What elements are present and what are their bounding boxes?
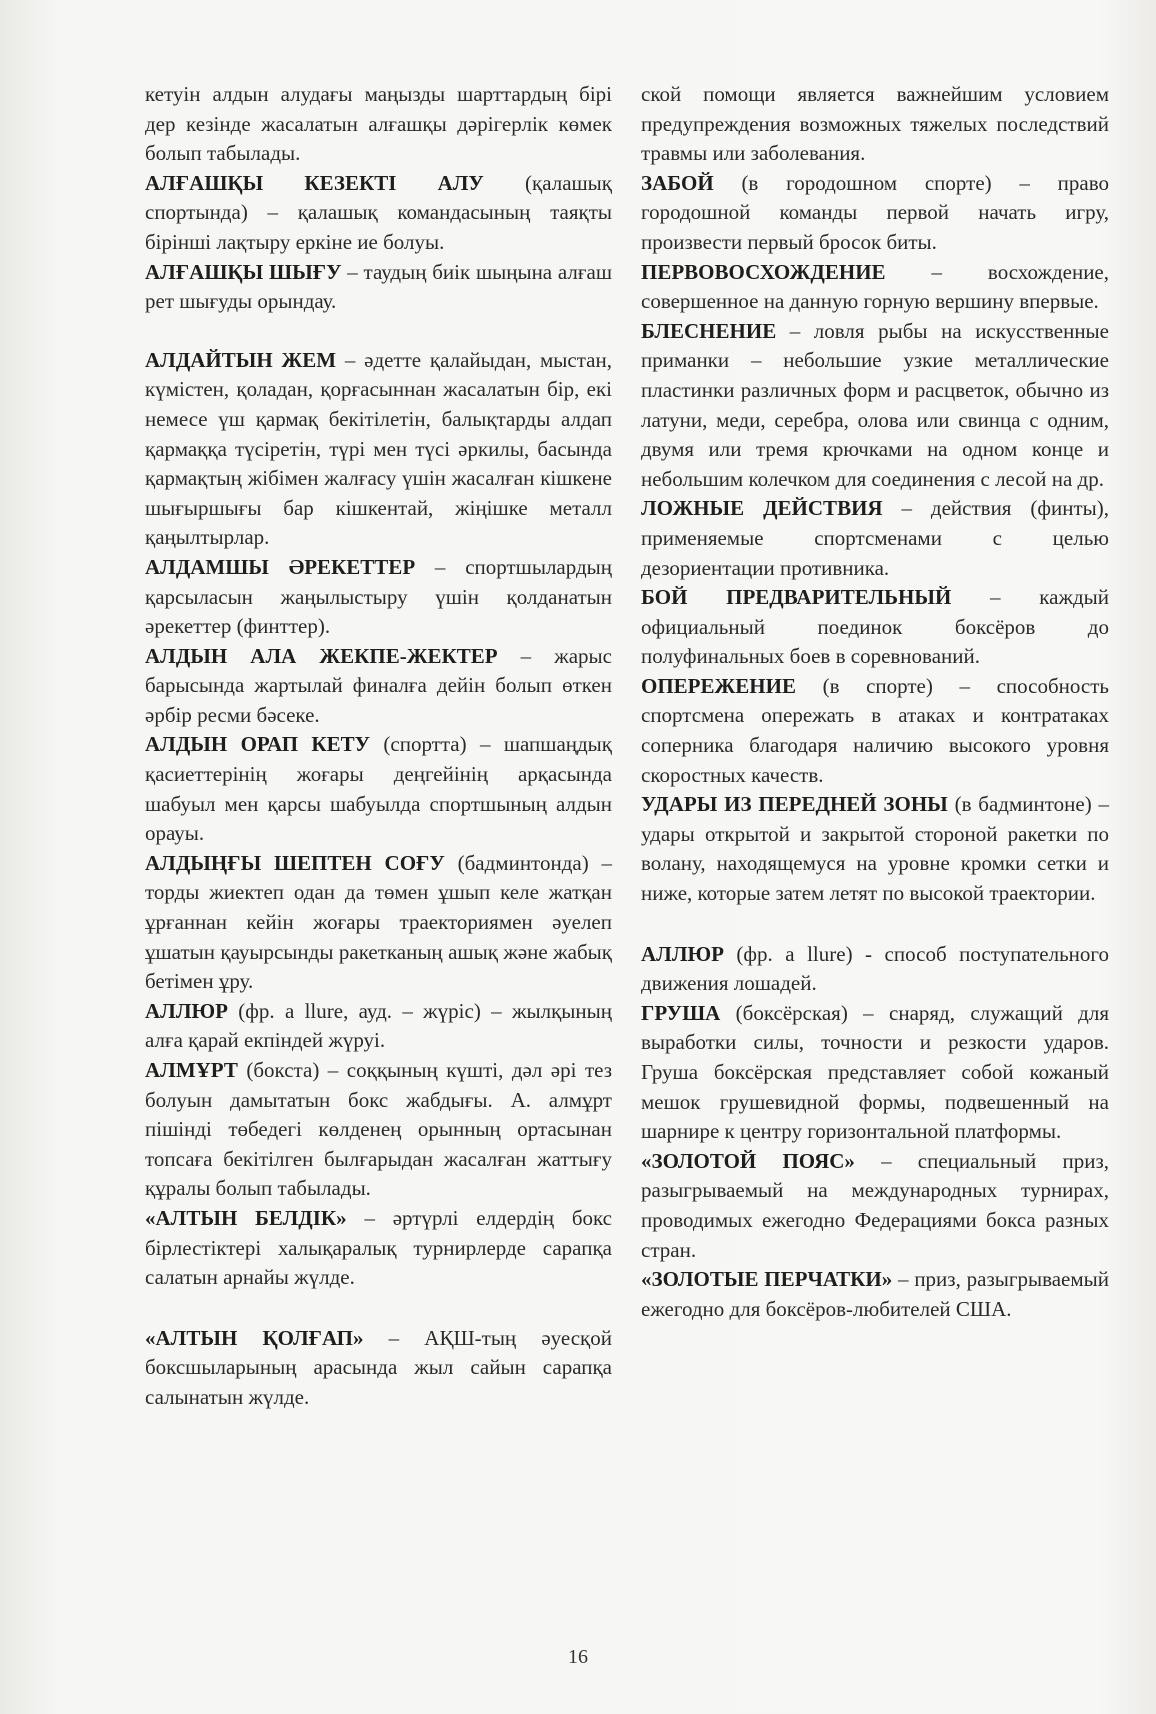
entry-definition: (в городошном спорте) – право городошной команды первой начать игру, произвести первый бросок биты.	[641, 170, 1109, 254]
entry-term: АЛДЫН АЛА ЖЕКПЕ-ЖЕКТЕР	[145, 643, 498, 668]
entry-term: БОЙ ПРЕДВАРИТЕЛЬНЫЙ	[641, 585, 952, 610]
entry	[641, 1147, 1109, 1265]
entry-term: АЛМҰРТ	[145, 1058, 238, 1082]
entry-term: УДАРЫ ИЗ ПЕРЕДНЕЙ ЗОНЫ	[641, 792, 948, 817]
entry-continuation: ской помощи является важнейшим условием предупреждения возможных тяжелых последствий травмы или заболевания.	[641, 82, 1109, 166]
entry-definition: – восхождение, совершенное на данную горную вершину впервые.	[641, 259, 1109, 314]
entry-definition: – спортшылардың қарсыласын жаңылыстыру үшін қолданатын әрекеттер (финттер).	[145, 554, 612, 639]
entry-definition: (бадминтонда) – торды жиектеп одан да төмен ұшып келе жатқан ұрғаннан кейін жоғары траекториямен әуелеп ұшатын қауырсынды ракетканың ашық және жабық бетімен ұру.	[145, 850, 612, 994]
entry	[145, 553, 612, 642]
entry-definition: – каждый официальный поединок боксёров до полуфинальных боев в соревнований.	[641, 585, 1109, 669]
entry-term: «ЗОЛОТОЙ ПОЯС»	[641, 1148, 855, 1173]
entry-term: «АЛТЫН БЕЛДІК»	[145, 1205, 347, 1230]
entry-term: «ЗОЛОТЫЕ ПЕРЧАТКИ»	[641, 1267, 893, 1292]
entry-term: ЛОЖНЫЕ ДЕЙСТВИЯ	[641, 496, 883, 521]
left-column	[145, 80, 612, 1413]
entry-continuation: кетуін алдын алудағы маңызды шарттардың бірі дер кезінде жасалатын алғашқы дәрігерлік көмек болып табылады.	[145, 82, 612, 166]
entry-term: ГРУША	[641, 1000, 721, 1025]
entry-term: ПЕРВОВОСХОЖДЕНИЕ	[641, 259, 886, 284]
entry-term: ЗАБОЙ	[641, 170, 714, 195]
entry-definition: (боксёрская) – снаряд, служащий для выработки силы, точности и резкости ударов. Груша боксёрская представляет собой кожаный мешок грушевидной формы, подвешенный на шарнире к центру горизонтальной платформы.	[641, 1000, 1109, 1144]
entry-definition: (фр. a llure, ауд. – жүріс) – жылқының алға қарай екпіндей жүруі.	[145, 998, 612, 1053]
entry	[145, 1324, 612, 1413]
entry-definition: (фр. a llure) - способ поступательного движения лошадей.	[641, 941, 1109, 996]
entry	[641, 999, 1109, 1147]
entry-definition: – ловля рыбы на искусственные приманки – небольшие узкие металлические пластинки различных форм и расцветок, обычно из латуни, меди, серебра, олова или свинца с одним, двумя или тремя крючками на одном конце и небольшим колечком для соединения с лесой на др.	[641, 318, 1109, 491]
entry	[145, 997, 612, 1056]
entry-definition: – действия (финты), применяемые спортсменами с целью дезориентации противника.	[641, 496, 1109, 580]
entry-definition: – приз, разыгрываемый ежегодно для боксёров-любителей США.	[641, 1267, 1109, 1321]
entry	[641, 672, 1109, 790]
entry-term: БЛЕСНЕНИЕ	[641, 318, 777, 343]
entry-term: АЛЛЮР	[145, 998, 228, 1023]
entry	[145, 1204, 612, 1293]
entry	[145, 642, 612, 731]
entry-term: АЛЛЮР	[641, 941, 724, 966]
entry-definition: – әртүрлі елдердің бокс бірлестіктері халықаралық турнирлерде сарапқа салатын арнайы жүлде.	[145, 1205, 613, 1290]
entry-definition: – АҚШ-тың әуесқой боксшыларының арасында жыл сайын сарапқа салынатын жүлде.	[145, 1325, 612, 1409]
entry-definition: (в бадминтоне) – удары открытой и закрытой стороной ракетки по волану, находящемуся на уровне кромки сетки и ниже, которые затем летят по высокой траектории.	[641, 792, 1109, 906]
entry	[641, 258, 1109, 317]
entry-term: ОПЕРЕЖЕНИЕ	[641, 673, 796, 698]
entry-definition: – таудың биік шыңына алғаш рет шығуды орындау.	[145, 259, 612, 314]
entry	[641, 790, 1109, 908]
entry	[145, 169, 612, 258]
entry	[145, 1056, 612, 1204]
entry-term: АЛДЫН ОРАП КЕТУ	[145, 732, 371, 757]
entry	[145, 730, 612, 848]
entry	[641, 583, 1109, 672]
entry	[641, 1265, 1109, 1324]
entry	[145, 346, 612, 553]
entry-term: АЛДАЙТЫН ЖЕМ	[145, 347, 337, 372]
entry-definition: (в спорте) – способность спортсмена опережать в атаках и контратаках соперника благодаря наличию высокого уровня скоростных качеств.	[641, 673, 1109, 787]
right-column	[641, 80, 1109, 1324]
entry-term: «АЛТЫН ҚОЛҒАП»	[145, 1325, 364, 1350]
entry	[145, 258, 612, 317]
entry	[641, 494, 1109, 583]
entry-definition: (бокста) – соққының күшті, дәл әрі тез болуын дамытатын бокс жабдығы. А. алмұрт пішінді төбедегі көлденең орынның ортасынан топсаға бекітілген былғарыдан жасалған жаттығу құралы болып табылады.	[145, 1058, 612, 1201]
entry	[641, 940, 1109, 999]
entry-term: АЛҒАШҚЫ ШЫҒУ	[145, 259, 342, 284]
page-number: 16	[568, 1646, 588, 1668]
entry-definition: (қалашық спортында) – қалашық командасының таяқты бірінші лақтыру еркіне ие болуы.	[145, 170, 612, 254]
entry-definition: – специальный приз, разыгрываемый на международных турнирах, проводимых ежегодно Федерациями бокса разных стран.	[641, 1148, 1109, 1262]
entry-definition: – әдетте қалайыдан, мыстан, күмістен, қоладан, қорғасыннан жасалатын бір, екі немесе үш қармақ бекітілетін, балықтарды алдап қармаққа түсіретін, түрі мен түсі әркилы, басында қармақтың жібімен жалғасу үшін жасалған кішкене шығыршығы бар кішкентай, жіңішке металл қаңылтырлар.	[145, 347, 612, 550]
entry	[641, 317, 1109, 495]
entry-term: АЛДЫҢҒЫ ШЕПТЕН СОҒУ	[145, 850, 445, 875]
entry-definition: (спортта) – шапшаңдық қасиеттерінің жоғары деңгейінің арқасында шабуыл мен қарсы шабуылда спортшының алдын орауы.	[145, 732, 612, 846]
entry-definition: – жарыс барысында жартылай финалға дейін болып өткен әрбір ресми бәсеке.	[145, 643, 612, 727]
entry-term: АЛДАМШЫ ӘРЕКЕТТЕР	[145, 554, 416, 579]
entry	[641, 169, 1109, 258]
entry-term: АЛҒАШҚЫ КЕЗЕКТІ АЛУ	[145, 170, 484, 195]
entry	[145, 849, 612, 997]
